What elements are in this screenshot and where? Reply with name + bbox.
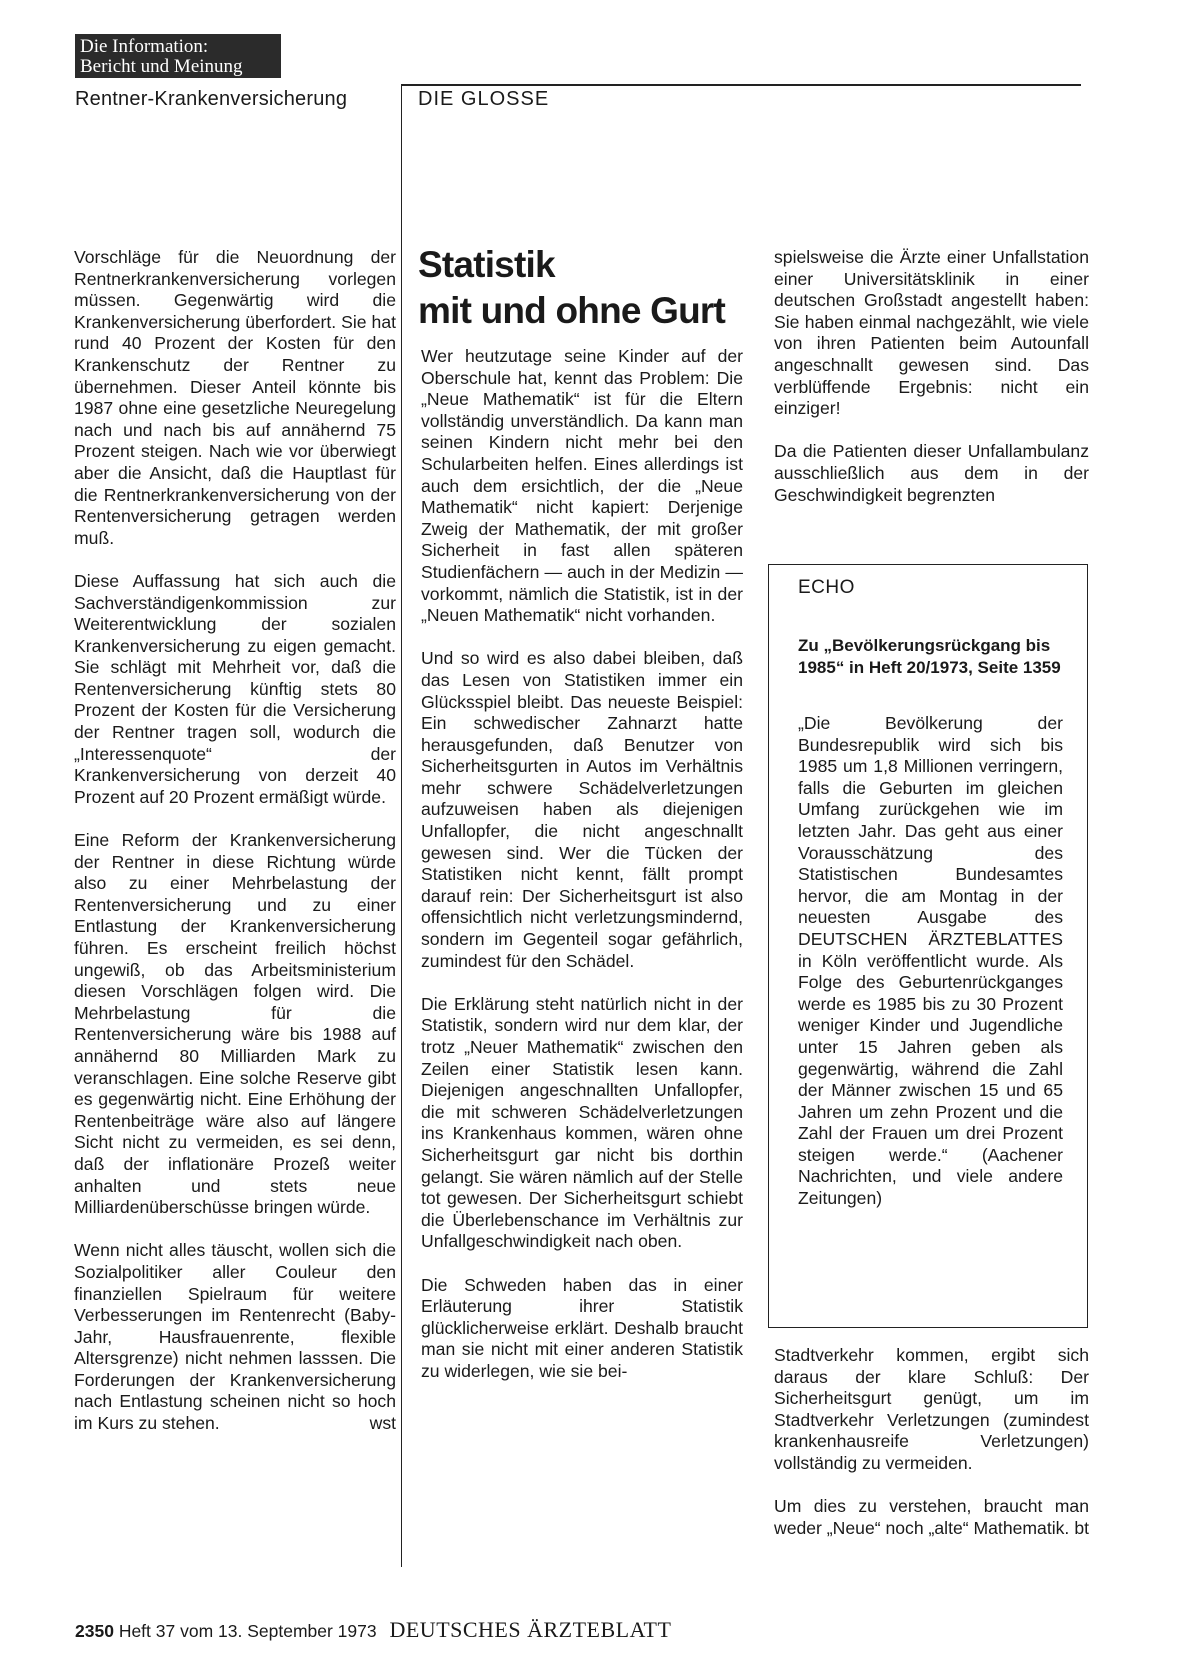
column-divider [401, 86, 402, 1567]
glosse-paragraph: Stadtverkehr kommen, ergibt sich daraus der klare Schluß: Der Sicherheitsgurt genügt, um im Stadtverkehr Verletzungen (zumindest krankenhausreife Verletzungen) vollständig zu vermeiden. [774, 1345, 1089, 1473]
glosse-column-3-top [774, 247, 1089, 506]
headline-line-2: mit und ohne Gurt [418, 290, 726, 331]
left-paragraph: Diese Auffassung hat sich auch die Sachverständigenkommission zur Weiterentwicklung der sozialen Krankenversicherung zu eigen gemacht. Sie schlägt mit Mehrheit vor, daß die Rentenversicherung künftig stets 80 Prozent der Kosten für die Versicherung der Rentner tragen soll, wodurch die „Interessenquote“ der Krankenversicherung von derzeit 40 Prozent auf 20 Prozent ermäßigt würde. [74, 570, 396, 807]
left-paragraph: Eine Reform der Krankenversicherung der Rentner in diese Richtung würde also zu einer Mehrbelastung der Rentenversicherung und zu einer Entlastung der Krankenversicherung führen. Es erscheint freilich höchst ungewiß, ob das Arbeitsministerium diesen Vorschlägen folgen wird. Die Mehrbelastung für die Rentenversicherung wäre bis 1988 auf annähernd 80 Milliarden Mark zu veranschlagen. Eine solche Reserve gibt es gegenwärtig nicht. Eine Erhöhung der Rentenbeiträge wäre also auf längere Sicht nicht zu vermeiden, es sei denn, daß der inflationäre Prozeß weiter anhalten und stets neue Milliardenüberschüsse bringen würde. [74, 830, 396, 1218]
glosse-headline [418, 242, 748, 334]
left-paragraph-text: Wenn nicht alles täuscht, wollen sich die Sozialpolitiker aller Couleur den finanziellen Spielraum für weitere Verbesserungen im Rentenrecht (Baby-Jahr, Hausfrauenrente, flexible Altersgrenze) nicht nehmen lasssen. Die Forderungen der Krankenversicherung nach Entlastung scheinen nicht so hoch im Kurs zu stehen. [74, 1240, 396, 1434]
section-badge [75, 34, 281, 78]
glosse-signature: bt [1074, 1517, 1089, 1538]
left-article [74, 247, 396, 1435]
badge-line-1: Die Information: [80, 36, 209, 57]
badge-line-2: Bericht und Meinung [80, 56, 243, 77]
section-title-left: Rentner-Krankenversicherung [75, 88, 348, 110]
issue-info: Heft 37 vom 13. September 1973 [118, 1621, 377, 1641]
section-title-right: DIE GLOSSE [418, 88, 550, 110]
top-rule [401, 84, 1081, 86]
page-number: 2350 [75, 1621, 114, 1641]
glosse-paragraph-last [774, 1496, 1089, 1539]
glosse-column-2 [421, 346, 743, 1383]
glosse-column-3-bottom [774, 1345, 1089, 1539]
glosse-paragraph-text: Um dies zu verstehen, braucht man weder „Neue“ noch „alte“ Mathematik. [774, 1496, 1089, 1538]
glosse-paragraph: Und so wird es also dabei bleiben, daß das Lesen von Statistiken immer ein Glücksspiel bleibt. Das neueste Beispiel: Ein schwedischer Zahnarzt hatte herausgefunden, daß Benutzer von Sicherheitsgurten in Autos im Verhältnis mehr schwere Schädelverletzungen aufzuweisen haben als diejenigen Unfallopfer, die nicht angeschnallt gewesen sind. Wer die Tücken der Statistiken nicht kennt, fällt prompt darauf rein: Der Sicherheitsgurt ist also offensichtlich nicht verletzungsmindernd, sondern im Gegenteil sogar gefährlich, zumindest für den Schädel. [421, 648, 743, 971]
glosse-paragraph: spielsweise die Ärzte einer Unfallstation einer Universitätsklinik in einer deutschen Großstadt angestellt haben: Sie haben einmal nachgezählt, wie viele von ihren Patienten beim Autounfall angeschnallt gewesen sind. Das verblüffende Ergebnis: nicht ein einziger! [774, 247, 1089, 419]
glosse-paragraph: Wer heutzutage seine Kinder auf der Oberschule hat, kennt das Problem: Die „Neue Mathematik“ ist für die Eltern vollständig unverständlich. Da kann man seinen Kindern nicht mehr bei den Schularbeiten helfen. Eines allerdings ist auch dem ersichtlich, der die „Neue Mathematik“ nicht kapiert: Derjenige Zweig der Mathematik, der mit großer Sicherheit in fast allen späteren Studienfächern — auch in der Medizin — vorkommt, nämlich die Statistik, ist in der „Neuen Mathematik“ nicht vorhanden. [421, 346, 743, 626]
echo-body: „Die Bevölkerung der Bundesrepublik wird sich bis 1985 um 1,8 Millionen verringern, falls die Geburten im gleichen Umfang zurückgehen wie im letzten Jahr. Das geht aus einer Vorausschätzung des Statistischen Bundesamtes hervor, die am Montag in der neuesten Ausgabe des DEUTSCHEN ÄRZTEBLATTES in Köln veröffentlicht wurde. Als Folge des Geburtenrückganges werde es 1985 bis zu 30 Prozent weniger Kinder und Jugendliche unter 15 Jahren geben als gegenwärtig, während die Zahl der Männer zwischen 15 und 65 Jahren um zehn Prozent und die Zahl der Frauen um drei Prozent steigen werde.“ (Aachener Nachrichten, und viele andere Zeitungen) [798, 713, 1063, 1209]
echo-heading: Zu „Bevölkerungsrückgang bis 1985“ in Heft 20/1973, Seite 1359 [798, 636, 1061, 677]
headline-line-1: Statistik [418, 244, 555, 285]
left-signature: wst [369, 1413, 396, 1434]
glosse-paragraph: Die Schweden haben das in einer Erläuterung ihrer Statistik glücklicherweise erklärt. Deshalb braucht man sie nicht mit einer anderen Statistik zu widerlegen, wie sie bei- [421, 1274, 743, 1381]
glosse-paragraph: Da die Patienten dieser Unfallambulanz ausschließlich aus dem in der Geschwindigkeit begrenzten [774, 441, 1089, 505]
left-paragraph-last [74, 1240, 396, 1434]
glosse-paragraph: Die Erklärung steht natürlich nicht in der Statistik, sondern wird nur dem klar, der trotz „Neuer Mathematik“ zwischen den Zeilen einer Statistik lesen kann. Diejenigen angeschnallten Unfallopfer, die mit schweren Schädelverletzungen ins Krankenhaus kommen, wären ohne Sicherheitsgurt gar nicht bis dorthin gelangt. Sie wären nämlich auf der Stelle tot gewesen. Der Sicherheitsgurt schiebt die Überlebenschance im Verhältnis zur Unfallgeschwindigkeit nach oben. [421, 993, 743, 1252]
magazine-name: DEUTSCHES ÄRZTEBLATT [389, 1617, 672, 1642]
echo-title: ECHO [798, 577, 855, 598]
page-footer [75, 1617, 671, 1643]
echo-box [768, 564, 1088, 1328]
left-paragraph: Vorschläge für die Neuordnung der Rentnerkrankenversicherung vorlegen müssen. Gegenwärtig wird die Krankenversicherung überfordert. Sie hat rund 40 Prozent der Kosten für den Krankenschutz der Rentner zu übernehmen. Dieser Anteil könnte bis 1987 ohne eine gesetzliche Neuregelung nach und nach bis auf annähernd 75 Prozent steigen. Nach wie vor überwiegt aber die Ansicht, daß die Hauptlast für die Rentnerkrankenversicherung von der Rentenversicherung getragen werden muß. [74, 247, 396, 548]
